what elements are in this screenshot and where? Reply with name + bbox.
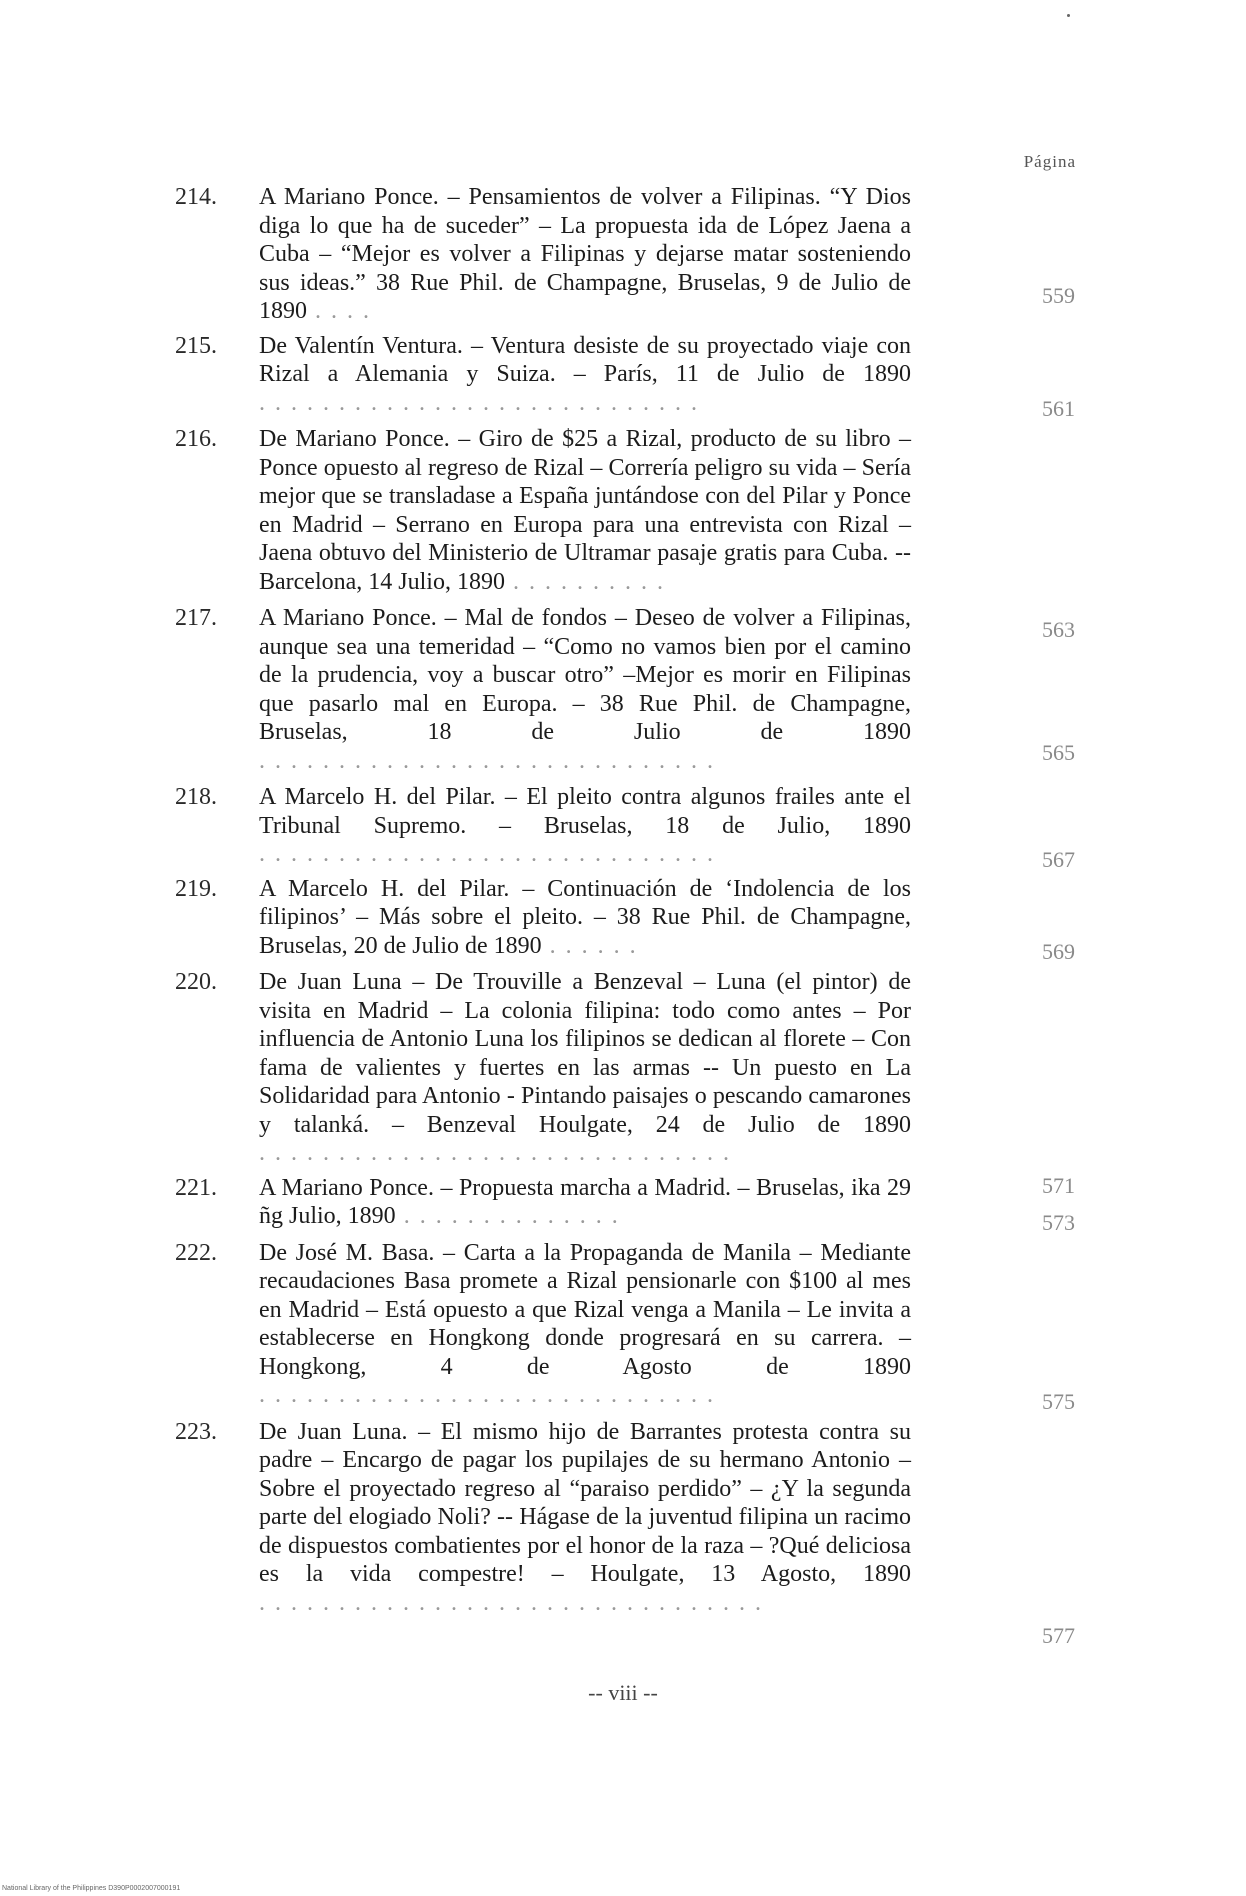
entry-page-number: 573 [1042,1209,1075,1235]
entry-number: 220. [175,969,217,995]
list-item [175,1174,1075,1235]
leader-dots: . . . . . . . . . . . . . . . . . . . . . . . . . . . . . [259,841,715,867]
list-item [175,783,1075,872]
leader-dots: . . . . . . . . . . . . . . . . . . . . . . . . . . . . [259,389,699,416]
leader-dots: . . . . . . . . . . . . . . . . . . . . . . . . . . . . . [259,1382,715,1408]
entry-number: 214. [175,184,217,210]
entry-page-number: 565 [1042,740,1075,765]
leader-dots: . . . . [307,298,371,324]
entry-page-number: 563 [1042,617,1075,642]
list-item [175,1418,1075,1648]
entry-page-number: 575 [1042,1388,1075,1414]
entry-text: A Mariano Ponce. – Pensamientos de volver a Filipinas. “Y Dios diga lo que ha de suceder” – La propuesta ida de López Jaena a Cuba – “Mejor es volver a Filipinas y dejarse matar sosteniendo sus ideas.” 38 Rue Phil. de Champagne, Bruselas, 9 de Julio de 1890 . . . . [259,184,911,324]
entry-number: 218. [175,784,217,810]
entry-number: 221. [175,1174,217,1201]
scan-credit: National Library of the Philippines D390P0002007000191 [2,1885,181,1892]
entry-text: De Juan Luna. – El mismo hijo de Barrantes protesta contra su padre – Encargo de pagar los pupilajes de su hermano Antonio – Sobre el proyectado regreso al “paraiso perdido” – ¿Y la segunda parte del elogiado Noli? -- Hágase de la juventud filipina un racimo de dispuestos combatientes por el honor de la raza – ?Qué deliciosa es la vida compestre! – Houlgate, 13 Agosto, 1890 . . . . . . . . . . . . . . . . . . . . . . . . . . . . . . . . [259,1418,911,1616]
leader-dots: . . . . . . . . . . [504,568,665,595]
entry-text: De Mariano Ponce. – Giro de $25 a Rizal, producto de su libro – Ponce opuesto al regreso de Rizal – Correría peligro su vida – Sería mejor que se transladase a España juntándose con del Pilar y Ponce en Madrid – Serrano en Europa para una entrevista con Rizal – Jaena obtuvo del Ministerio de Ultramar pasaje gratis para Cuba. -- Barcelona, 14 Julio, 1890 . . . . . . . . . . [259,426,911,595]
leader-dots: . . . . . . . . . . . . . . . . . . . . . . . . . . . . . . [259,1140,731,1166]
entry-text: A Mariano Ponce. – Propuesta marcha a Madrid. – Bruselas, ika 29 ñg Julio, 1890 . . . . . . . . . . . . . . [259,1174,911,1229]
column-header-pagina: Página [1023,152,1076,171]
entry-text: A Marcelo H. del Pilar. – Continuación de ‘Indolencia de los filipinos’ – Más sobre el pleito. – 38 Rue Phil. de Champagne, Bruselas, 20 de Julio de 1890 . . . . . . [259,875,911,959]
leader-dots: . . . . . . [541,932,638,959]
list-item [175,183,1075,326]
leader-dots: . . . . . . . . . . . . . . . . . . . . . . . . . . . . . . . . [259,1589,763,1616]
entry-number: 219. [175,875,217,902]
list-item [175,875,1075,964]
entry-text: A Marcelo H. del Pilar. – El pleito contra algunos frailes ante el Tribunal Supremo. – Bruselas, 18 de Julio, 1890 . . . . . . . . . . . . . . . . . . . . . . . . . . . . . [259,784,911,867]
list-item [175,332,1075,421]
list-item [175,1239,1075,1414]
entry-page-number: 559 [1042,283,1075,308]
entry-page-number: 571 [1042,1173,1075,1198]
entry-number: 216. [175,426,217,452]
leader-dots: . . . . . . . . . . . . . . . . . . . . . . . . . . . . . [259,747,715,774]
entry-number: 215. [175,332,217,359]
entry-page-number: 569 [1042,938,1075,964]
entry-text: De José M. Basa. – Carta a la Propaganda de Manila – Mediante recaudaciones Basa promete a Rizal pensionarle con $100 al mes en Madrid – Está opuesto a que Rizal venga a Manila – Le invita a establecerse en Hongkong donde progresará en su carrera. – Hongkong, 4 de Agosto de 1890 . . . . . . . . . . . . . . . . . . . . . . . . . . . . . [259,1239,911,1408]
leader-dots: . . . . . . . . . . . . . . [395,1203,620,1229]
entry-text: De Valentín Ventura. – Ventura desiste de su proyectado viaje con Rizal a Alemania y Suiza. – París, 11 de Julio de 1890 . . . . . . . . . . . . . . . . . . . . . . . . . . . . [259,332,911,416]
entry-page-number: 577 [1042,1622,1075,1648]
entry-page-number: 561 [1042,395,1075,421]
entry-number: 222. [175,1239,217,1266]
entry-text: De Juan Luna – De Trouville a Benzeval – Luna (el pintor) de visita en Madrid – La colonia filipina: todo como antes – Por influencia de Antonio Luna los filipinos se dedican al florete – Con fama de valientes y fuertes en las armas -- Un puesto en La Solidaridad para Antonio - Pintando paisajes o pescando camarones y talanká. – Benzeval Houlgate, 24 de Julio de 1890 . . . . . . . . . . . . . . . . . . . . . . . . . . . . . . [259,969,911,1166]
scan-speck [1067,14,1070,17]
entry-page-number: 567 [1042,847,1075,872]
entry-number: 217. [175,605,217,631]
entry-text: A Mariano Ponce. – Mal de fondos – Deseo de volver a Filipinas, aunque sea una temeridad – “Como no vamos bien por el camino de la prudencia, voy a buscar otro” –Mejor es morir en Filipinas que pasarlo mal en Europa. – 38 Rue Phil. de Champagne, Bruselas, 18 de Julio de 1890 . . . . . . . . . . . . . . . . . . . . . . . . . . . . . [259,605,911,774]
entry-number: 223. [175,1418,217,1445]
table-of-contents [175,183,1075,1648]
page-footer-number: -- viii -- [588,1680,658,1705]
list-item [175,604,1075,775]
